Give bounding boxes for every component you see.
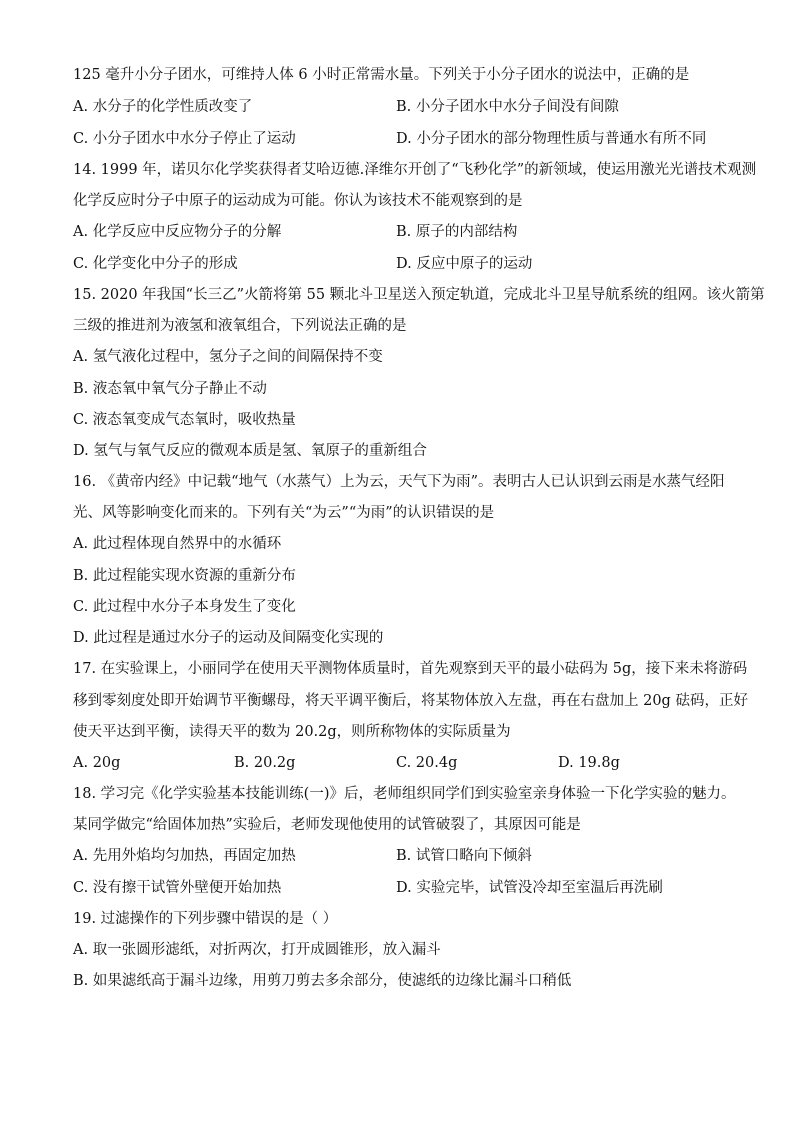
q14-option-c: C. 化学变化中分子的形成 xyxy=(73,256,238,272)
q13-option-d: D. 小分子团水的部分物理性质与普通水有所不同 xyxy=(396,131,707,147)
q18-stem-line1: 18. 学习完《化学实验基本技能训练(一)》后，老师组织同学们到实验室亲身体验一下化学实验的魅力。 xyxy=(73,786,736,802)
q15-stem-line1: 15. 2020 年我国“长三乙”火箭将第 55 颗北斗卫星送入预定轨道，完成北斗卫星导航系统的组网。该火箭第 xyxy=(73,287,765,303)
q13-option-c: C. 小分子团水中水分子停止了运动 xyxy=(73,131,296,147)
q17-option-d: D. 19.8g xyxy=(558,755,620,771)
q15-option-d: D. 氢气与氧气反应的微观本质是氢、氧原子的重新组合 xyxy=(73,443,427,459)
q13-option-b: B. 小分子团水中水分子间没有间隙 xyxy=(396,99,619,115)
q16-option-a: A. 此过程体现自然界中的水循环 xyxy=(73,536,282,552)
q17-stem-line3: 使天平达到平衡，读得天平的数为 20.2g，则所称物体的实际质量为 xyxy=(73,724,511,740)
q15-option-a: A. 氢气液化过程中，氢分子之间的间隔保持不变 xyxy=(73,349,383,365)
q14-option-d: D. 反应中原子的运动 xyxy=(396,256,533,272)
q18-stem-line2: 某同学做完“给固体加热”实验后，老师发现他使用的试管破裂了，其原因可能是 xyxy=(73,817,581,833)
q16-stem-line1: 16. 《黄帝内经》中记载“地气（水蒸气）上为云，天气下为雨”。表明古人已认识到云雨是水蒸气经阳 xyxy=(73,474,725,490)
q19-option-b: B. 如果滤纸高于漏斗边缘，用剪刀剪去多余部分，使滤纸的边缘比漏斗口稍低 xyxy=(73,973,572,989)
q18-option-c: C. 没有擦干试管外壁便开始加热 xyxy=(73,880,282,896)
q16-option-d: D. 此过程是通过水分子的运动及间隔变化实现的 xyxy=(73,630,384,646)
q14-option-a: A. 化学反应中反应物分子的分解 xyxy=(73,224,282,240)
q17-option-c: C. 20.4g xyxy=(396,755,458,771)
q14-stem-line2: 化学反应时分子中原子的运动成为可能。你认为该技术不能观察到的是 xyxy=(73,193,523,209)
q16-option-b: B. 此过程能实现水资源的重新分布 xyxy=(73,568,296,584)
q15-option-c: C. 液态氧变成气态氧时，吸收热量 xyxy=(73,412,296,428)
q19-stem: 19. 过滤操作的下列步骤中错误的是（ ） xyxy=(73,911,338,927)
q13-stem: 125 毫升小分子团水，可维持人体 6 小时正常需水量。下列关于小分子团水的说法中，正确的是 xyxy=(73,67,690,83)
q18-option-a: A. 先用外焰均匀加热，再固定加热 xyxy=(73,848,296,864)
q13-option-a: A. 水分子的化学性质改变了 xyxy=(73,99,253,115)
q15-option-b: B. 液态氧中氧气分子静止不动 xyxy=(73,381,267,397)
q17-stem-line2: 移到零刻度处即开始调节平衡螺母，将天平调平衡后，将某物体放入左盘，再在右盘加上 20g 砝码，正好 xyxy=(73,693,748,709)
q17-option-a: A. 20g xyxy=(73,755,121,771)
q17-option-b: B. 20.2g xyxy=(234,755,296,771)
q16-stem-line2: 光、风等影响变化而来的。下列有关“为云”“为雨”的认识错误的是 xyxy=(73,505,495,521)
q19-option-a: A. 取一张圆形滤纸，对折两次，打开成圆锥形，放入漏斗 xyxy=(73,942,441,958)
q15-stem-line2: 三级的推进剂为液氢和液氧组合，下列说法正确的是 xyxy=(73,318,407,334)
q14-option-b: B. 原子的内部结构 xyxy=(396,224,518,240)
q18-option-b: B. 试管口略向下倾斜 xyxy=(396,848,532,864)
q14-stem-line1: 14. 1999 年，诺贝尔化学奖获得者艾哈迈德.泽维尔开创了“飞秒化学”的新领域，使运用激光光谱技术观测 xyxy=(73,162,757,178)
q16-option-c: C. 此过程中水分子本身发生了变化 xyxy=(73,599,296,615)
q17-stem-line1: 17. 在实验课上，小丽同学在使用天平测物体质量时，首先观察到天平的最小砝码为 5g，接下来未将游码 xyxy=(73,661,748,677)
q18-option-d: D. 实验完毕，试管没冷却至室温后再洗刷 xyxy=(396,880,663,896)
